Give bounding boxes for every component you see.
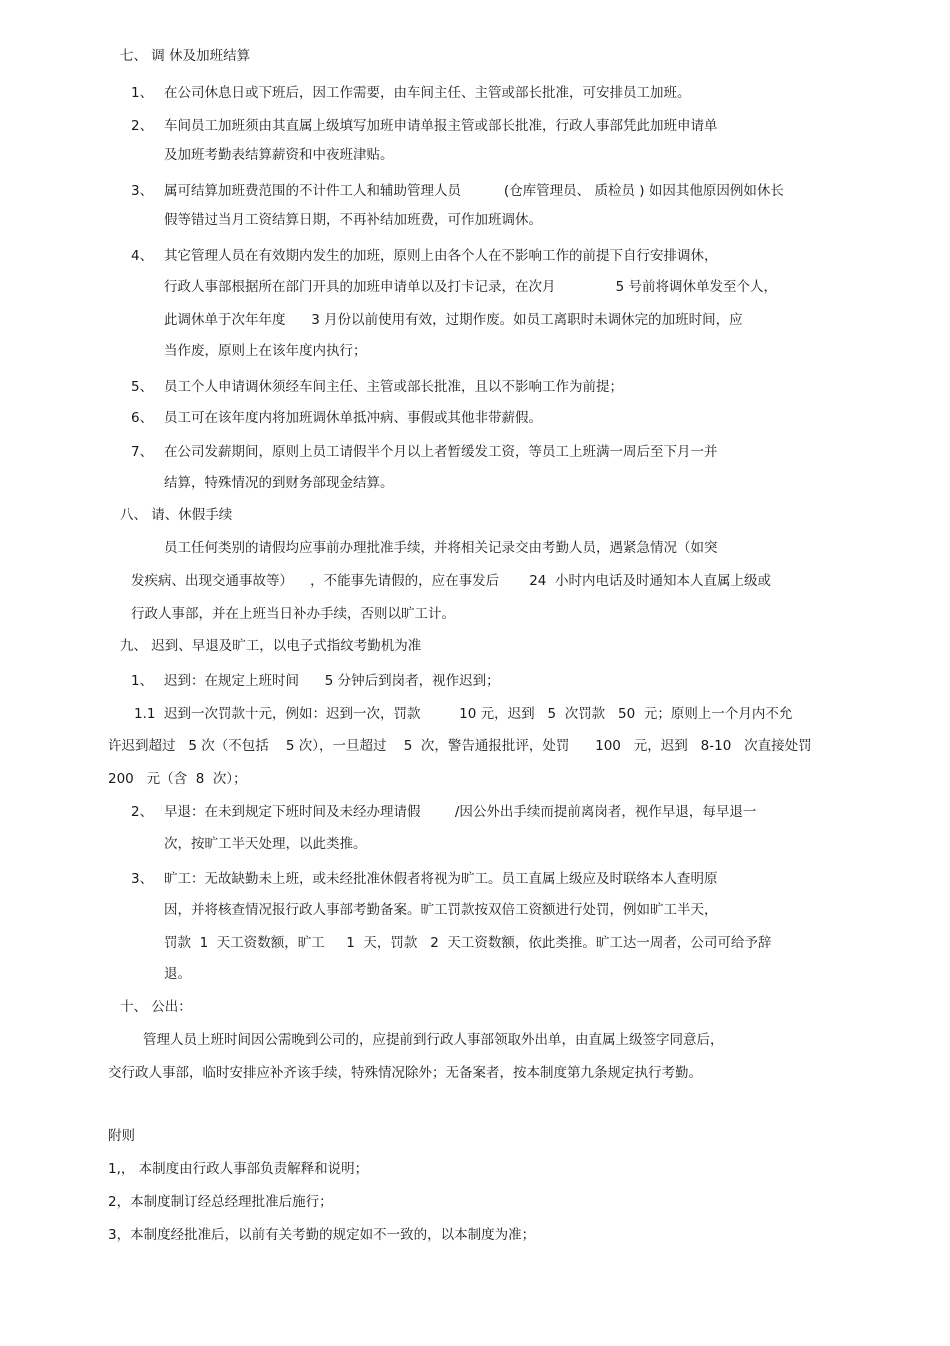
s8-line-1: 员工任何类别的请假均应事前办理批准手续，并将相关记录交由考勤人员，遇紧急情况（如突 <box>164 540 718 556</box>
s9-item-2-line-1: 早退：在未到规定下班时间及未经办理请假 /因公外出手续而提前离岗者，视作早退，每早退一 <box>164 804 757 820</box>
section-7-heading: 七、 调 休及加班结算 <box>120 48 251 64</box>
appendix-item-3: 3，本制度经批准后，以前有关考勤的规定如不一致的，以本制度为准； <box>108 1227 536 1243</box>
s7-item-3-line-1: 属可结算加班费范围的不计件工人和辅助管理人员 (仓库管理员、 质检员 ) 如因其他原因例如休长 <box>164 183 784 199</box>
s7-item-4-line-4: 当作废，原则上在该年度内执行； <box>164 343 367 359</box>
s7-item-4-line-2: 行政人事部根据所在部门开具的加班申请单以及打卡记录，在次月 5 号前将调休单发至个人， <box>164 279 777 295</box>
s7-item-7-num: 7、 <box>131 444 154 460</box>
appendix-item-2: 2，本制度制订经总经理批准后施行； <box>108 1194 333 1210</box>
s9-item-1-1-line-3: 200 元（含 8 次）； <box>108 771 247 787</box>
s10-line-2: 交行政人事部，临时安排应补齐该手续，特殊情况除外；无备案者，按本制度第九条规定执行考勤。 <box>108 1065 702 1081</box>
section-9-heading: 九、 迟到、早退及旷工，以电子式指纹考勤机为准 <box>120 638 422 654</box>
s7-item-2-line-2: 及加班考勤表结算薪资和中夜班津贴。 <box>164 147 394 163</box>
s7-item-7-line-1: 在公司发薪期间，原则上员工请假半个月以上者暂缓发工资，等员工上班满一周后至下月一并 <box>164 444 718 460</box>
s9-item-3-line-1: 旷工：无故缺勤未上班，或未经批准休假者将视为旷工。员工直属上级应及时联络本人查明原 <box>164 871 718 887</box>
s9-item-2-line-2: 次，按旷工半天处理，以此类推。 <box>164 836 367 852</box>
s9-item-3-line-2: 因，并将核查情况报行政人事部考勤备案。旷工罚款按双倍工资额进行处罚，例如旷工半天， <box>164 902 718 918</box>
s7-item-2-line-1: 车间员工加班须由其直属上级填写加班申请单报主管或部长批准，行政人事部凭此加班申请单 <box>164 118 718 134</box>
section-8-heading: 八、 请、休假手续 <box>120 507 233 523</box>
s9-item-3-num: 3、 <box>131 871 154 887</box>
section-10-heading: 十、 公出： <box>120 999 192 1015</box>
s9-item-1-line: 迟到：在规定上班时间 5 分钟后到岗者，视作迟到； <box>164 673 500 689</box>
s7-item-1-line-1: 在公司休息日或下班后，因工作需要，由车间主任、主管或部长批准，可安排员工加班。 <box>164 85 691 101</box>
s7-item-1-num: 1、 <box>131 85 154 101</box>
s9-item-2-num: 2、 <box>131 804 154 820</box>
s8-line-2: 发疾病、出现交通事故等） ，不能事先请假的，应在事发后 24 小时内电话及时通知本人直属上级或 <box>131 573 771 589</box>
s9-item-3-line-3: 罚款 1 天工资数额，旷工 1 天，罚款 2 天工资数额，依此类推。旷工达一周者，公司可给予辞 <box>164 935 772 951</box>
s9-item-1-num: 1、 <box>131 673 154 689</box>
s7-item-4-line-1: 其它管理人员在有效期内发生的加班，原则上由各个人在不影响工作的前提下自行安排调休， <box>164 248 718 264</box>
s10-line-1: 管理人员上班时间因公需晚到公司的，应提前到行政人事部领取外出单，由直属上级签字同意后， <box>143 1032 724 1048</box>
s7-item-2-num: 2、 <box>131 118 154 134</box>
s9-item-1-1-line-1: 1.1 迟到一次罚款十元，例如：迟到一次，罚款 10 元，迟到 5 次罚款 50 元；原则上一个月内不允 <box>134 706 793 722</box>
s7-item-6-line-1: 员工可在该年度内将加班调休单抵冲病、事假或其他非带薪假。 <box>164 410 542 426</box>
s9-item-3-line-4: 退。 <box>164 966 191 982</box>
s7-item-5-num: 5、 <box>131 379 154 395</box>
s7-item-4-num: 4、 <box>131 248 154 264</box>
appendix-heading: 附则 <box>108 1128 135 1144</box>
s9-item-1-1-line-2: 许迟到超过 5 次（不包括 5 次），一旦超过 5 次，警告通报批评，处罚 100 元，迟到 8-10 次直接处罚 <box>108 738 812 754</box>
s7-item-6-num: 6、 <box>131 410 154 426</box>
s7-item-7-line-2: 结算，特殊情况的到财务部现金结算。 <box>164 475 394 491</box>
appendix-item-1: 1,， 本制度由行政人事部负责解释和说明； <box>108 1161 369 1177</box>
s7-item-5-line-1: 员工个人申请调休须经车间主任、主管或部长批准，且以不影响工作为前提； <box>164 379 623 395</box>
s7-item-4-line-3: 此调休单于次年年度 3 月份以前使用有效，过期作废。如员工离职时未调休完的加班时间，应 <box>164 312 743 328</box>
s7-item-3-line-2: 假等错过当月工资结算日期，不再补结加班费，可作加班调休。 <box>164 212 542 228</box>
s7-item-3-num: 3、 <box>131 183 154 199</box>
s8-line-3: 行政人事部，并在上班当日补办手续，否则以旷工计。 <box>131 606 455 622</box>
